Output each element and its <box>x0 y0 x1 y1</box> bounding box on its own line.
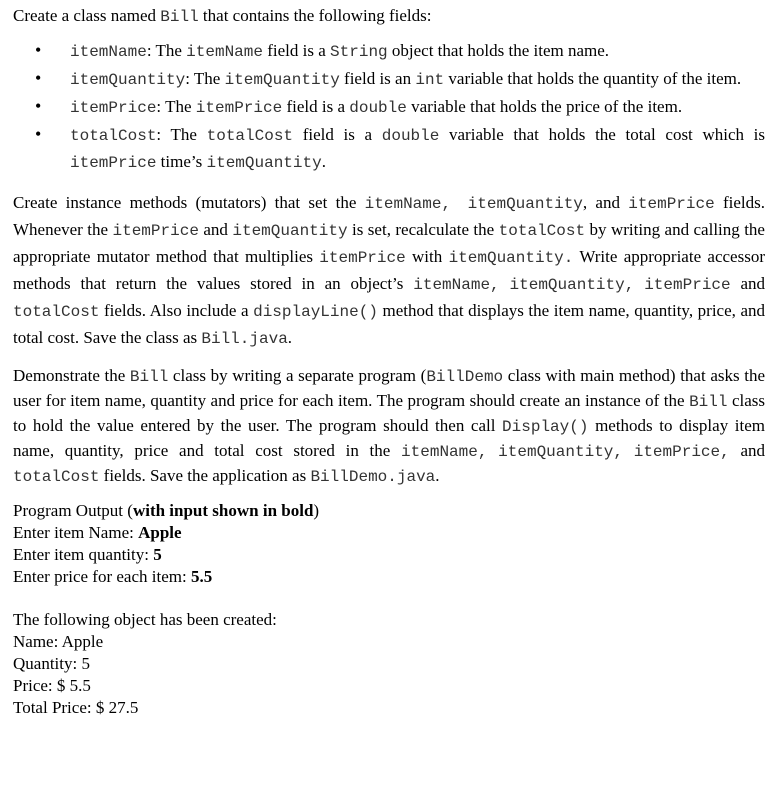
output-price-prompt: Enter price for each item: 5.5 <box>13 567 213 586</box>
list-item: • totalCost: The totalCost field is a double variable that holds the total cost which is itemPrice time’s itemQuantity. <box>35 124 765 172</box>
bullet-icon: • <box>35 68 42 88</box>
intro-paragraph <box>13 4 765 29</box>
bullet-icon: • <box>35 96 42 116</box>
output-quantity-prompt: Enter item quantity: 5 <box>13 545 162 564</box>
output-price-line: Price: $ 5.5 <box>13 676 91 695</box>
program-output <box>13 500 765 719</box>
intro-text-end: that contains the following fields: <box>198 6 432 25</box>
output-heading: Program Output (with input shown in bold) <box>13 501 320 520</box>
output-spacer <box>13 588 765 609</box>
output-total-line: Total Price: $ 27.5 <box>13 698 139 717</box>
output-created-line: The following object has been created: <box>13 610 277 629</box>
intro-text: Create a class named <box>13 6 161 25</box>
fields-list <box>13 38 765 176</box>
output-name-prompt: Enter item Name: Apple <box>13 523 182 542</box>
output-quantity-line: Quantity: 5 <box>13 654 90 673</box>
code-bill: Bill <box>160 8 199 26</box>
demo-paragraph: Demonstrate the Bill class by writing a separate program (BillDemo class with main method) that asks the user for item name, quantity and price for each item. The program should create an instance of the Bill class to hold the value entered by the user. The program should then call Display() methods to display item name, quantity, price and total cost stored in the itemName, itemQuantity, itemPrice, and totalCost fields. Save the application as BillDemo.java. <box>13 366 766 486</box>
list-item: • itemQuantity: The itemQuantity field is an int variable that holds the quantity of the item. <box>35 68 742 89</box>
bullet-icon: • <box>35 40 42 60</box>
mutators-paragraph: Create instance methods (mutators) that set the itemName, itemQuantity, and itemPrice fields. Whenever the itemPrice and itemQuantity is set, recalculate the totalCost by writing and calling the appropriate mutator method that multiplies itemPrice with itemQuantity. Write appropriate accessor methods that return the values stored in an object’s itemName, itemQuantity, itemPrice and totalCost fields. Also include a displayLine() method that displays the item name, quantity, price, and total cost. Save the class as Bill.java. <box>13 193 766 348</box>
document-page <box>13 0 765 719</box>
list-item: • itemName: The itemName field is a String object that holds the item name. <box>35 40 610 61</box>
output-name-line: Name: Apple <box>13 632 104 651</box>
bullet-icon: • <box>35 124 42 144</box>
list-item: • itemPrice: The itemPrice field is a double variable that holds the price of the item. <box>35 96 683 117</box>
